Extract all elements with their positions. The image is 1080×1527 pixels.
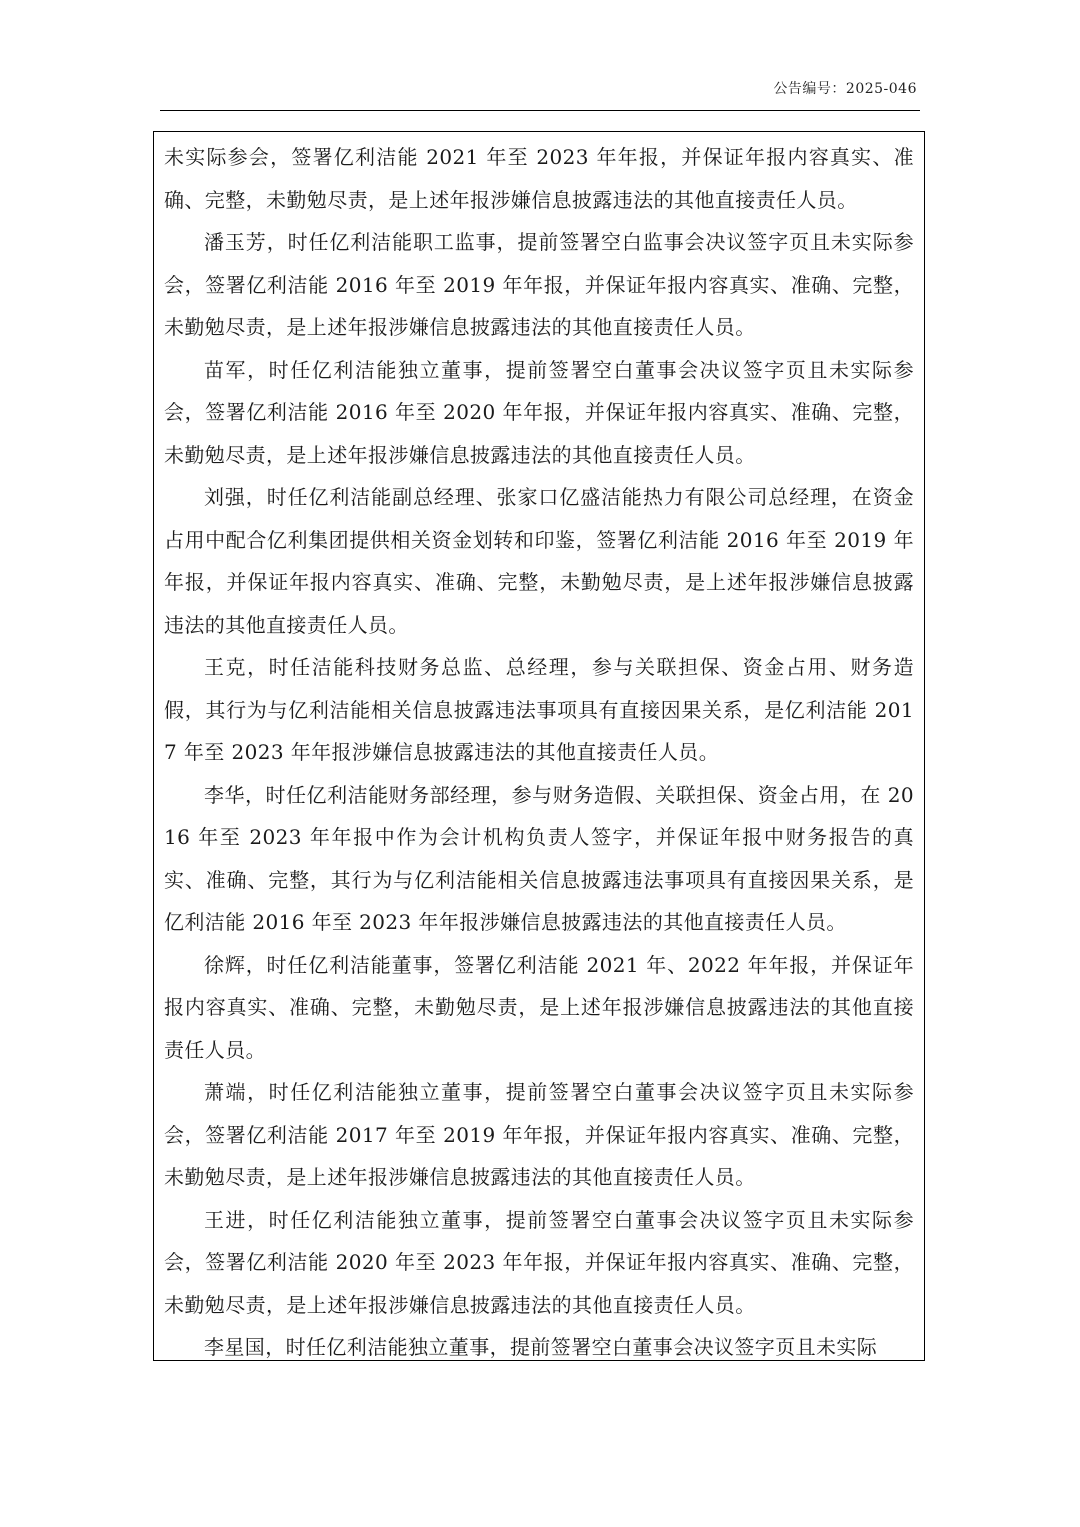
document-body-box [153,131,925,1361]
paragraph-wang-ke: 王克，时任洁能科技财务总监、总经理，参与关联担保、资金占用、财务造假，其行为与亿利洁能相关信息披露违法事项具有直接因果关系，是亿利洁能 2017 年至 2023 年年报涉嫌信息披露违法的其他直接责任人员。 [164,655,914,764]
paragraph-xu-hui: 徐辉，时任亿利洁能董事，签署亿利洁能 2021 年、2022 年年报，并保证年报内容真实、准确、完整，未勤勉尽责，是上述年报涉嫌信息披露违法的其他直接责任人员。 [164,952,914,1062]
paragraph-continuation: 未实际参会，签署亿利洁能 2021 年至 2023 年年报，并保证年报内容真实、准确、完整，未勤勉尽责，是上述年报涉嫌信息披露违法的其他直接责任人员。 [164,145,914,212]
announcement-number: 公告编号：2025-046 [773,81,917,97]
paragraph-liu-qiang: 刘强，时任亿利洁能副总经理、张家口亿盛洁能热力有限公司总经理，在资金占用中配合亿利集团提供相关资金划转和印鉴，签署亿利洁能 2016 年至 2019 年年报，并保证年报内容真实、准确、完整，未勤勉尽责，是上述年报涉嫌信息披露违法的其他直接责任人员。 [164,485,914,637]
paragraph-miao-jun: 苗军，时任亿利洁能独立董事，提前签署空白董事会决议签字页且未实际参会，签署亿利洁能 2016 年至 2020 年年报，并保证年报内容真实、准确、完整，未勤勉尽责，是上述年报涉嫌信息披露违法的其他直接责任人员。 [164,357,914,467]
paragraph-li-xingguo: 李星国，时任亿利洁能独立董事，提前签署空白董事会决议签字页且未实际 [204,1335,878,1359]
header-divider [160,110,920,111]
paragraph-li-hua: 李华，时任亿利洁能财务部经理，参与财务造假、关联担保、资金占用，在 2016 年至 2023 年年报中作为会计机构负责人签字，并保证年报中财务报告的真实、准确、完整，其行为与亿利洁能相关信息披露违法事项具有直接因果关系，是亿利洁能 2016 年至 2023 年年报涉嫌信息披露违法的其他直接责任人员。 [164,782,914,934]
paragraph-xiao-duan: 萧端，时任亿利洁能独立董事，提前签署空白董事会决议签字页且未实际参会，签署亿利洁能 2017 年至 2019 年年报，并保证年报内容真实、准确、完整，未勤勉尽责，是上述年报涉嫌信息披露违法的其他直接责任人员。 [164,1080,914,1189]
paragraph-pan-yufang: 潘玉芳，时任亿利洁能职工监事，提前签署空白监事会决议签字页且未实际参会，签署亿利洁能 2016 年至 2019 年年报，并保证年报内容真实、准确、完整，未勤勉尽责，是上述年报涉嫌信息披露违法的其他直接责任人员。 [164,230,914,339]
paragraph-wang-jin: 王进，时任亿利洁能独立董事，提前签署空白董事会决议签字页且未实际参会，签署亿利洁能 2020 年至 2023 年年报，并保证年报内容真实、准确、完整，未勤勉尽责，是上述年报涉嫌信息披露违法的其他直接责任人员。 [164,1207,914,1317]
